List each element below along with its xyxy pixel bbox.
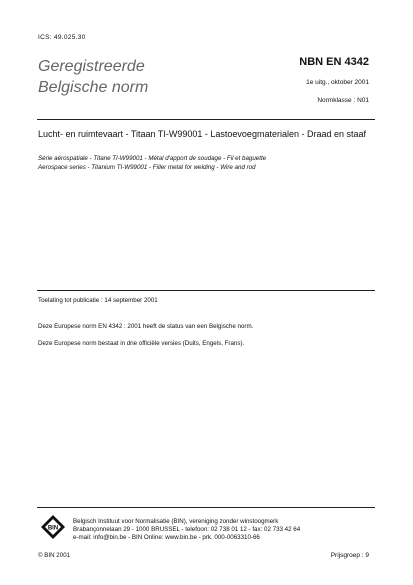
- top-divider: [37, 119, 375, 120]
- publisher-info: [73, 518, 300, 542]
- price-group: Prijsgroep : 9: [330, 552, 369, 559]
- registered-standard-heading: [38, 56, 148, 98]
- registered-line-2: Belgische norm: [38, 79, 149, 96]
- document-title-english: Aerospace series - Titanium TI-W99001 - Filler metal for welding - Wire and rod: [38, 164, 256, 171]
- bottom-divider: [37, 507, 375, 508]
- classification: Normklasse : N01: [317, 97, 369, 104]
- document-title-dutch: Lucht- en ruimtevaart - Titaan TI-W99001 - Lastoevoegmaterialen - Draad en staaf: [38, 129, 366, 139]
- registered-line-1: Geregistreerde: [38, 58, 145, 75]
- publisher-line-2: Brabançonnelaan 29 - 1000 BRUSSEL - telefoon: 02 738 01 12 - fax: 02 733 42 64: [73, 526, 301, 533]
- standard-number: NBN EN 4342: [299, 56, 369, 68]
- middle-divider: [37, 290, 375, 291]
- ics-code: ICS: 49.025.30: [38, 34, 86, 41]
- publisher-line-1: Belgisch Instituut voor Normalisatie (BIN), vereniging zonder winstoogmerk: [73, 518, 279, 525]
- publisher-line-3: e-mail: info@bin.be - BIN Online: www.bin.be - prk. 000-0063310-66: [73, 534, 260, 541]
- edition-date: 1e uitg., oktober 2001: [306, 79, 369, 86]
- status-statement: Deze Europese norm EN 4342 : 2001 heeft de status van een Belgische norm.: [38, 323, 254, 330]
- versions-statement: Deze Europese norm bestaat in drie officiële versies (Duits, Engels, Frans).: [38, 340, 245, 347]
- bin-logo-text: BIN: [47, 525, 59, 532]
- document-title-french: Série aérospatiale - Titane TI-W99001 - Métal d'apport de soudage - Fil et baguette: [38, 155, 267, 162]
- publication-date: Toelating tot publicatie : 14 september 2001: [38, 297, 158, 304]
- copyright: © BIN 2001: [38, 552, 71, 559]
- bin-logo-icon: [40, 514, 66, 540]
